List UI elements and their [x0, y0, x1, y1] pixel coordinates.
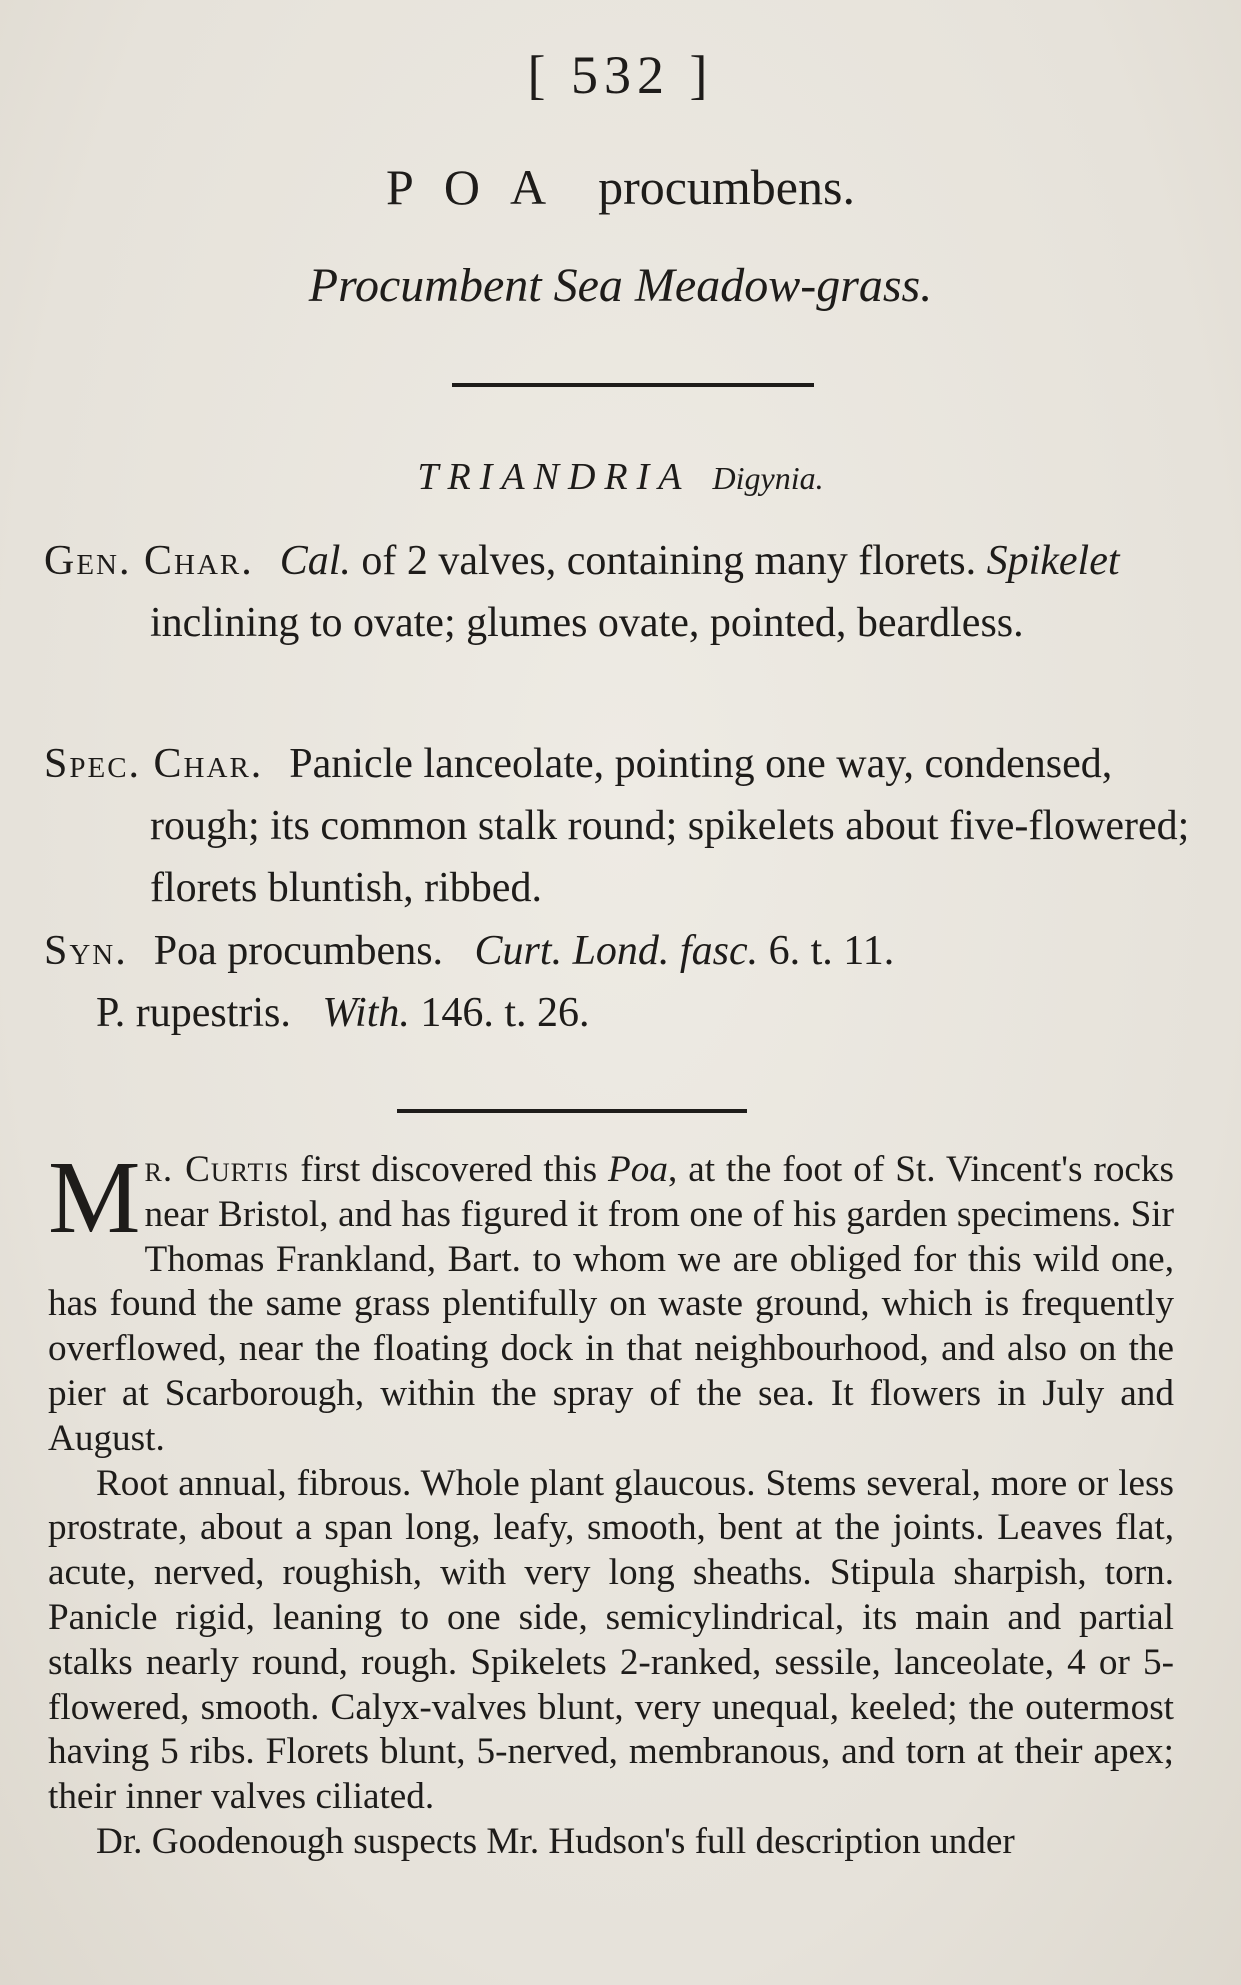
generic-character-lead: Cal.: [279, 538, 351, 584]
generic-character-text-b: inclining to ovate; glumes ovate, pointed, beardless.: [150, 600, 1024, 646]
synonym-2-location: 146. t. 26.: [409, 990, 590, 1036]
specific-character-text: Panicle lanceolate, pointing one way, condensed, rough; its common stalk round; spikelets about five-flowered; florets bluntish, ribbed.: [150, 741, 1190, 911]
class-name: TRIANDRIA: [417, 456, 691, 498]
synonyms: [44, 920, 1194, 982]
opening-words: r. Curtis: [144, 1149, 290, 1190]
paragraph-goodenough: Dr. Goodenough suspects Mr. Hudson's full description under: [96, 1820, 1015, 1862]
synonym-2-reference: With.: [322, 990, 410, 1036]
genus-reference: Poa: [608, 1149, 668, 1190]
synonym-2-name: P. rupestris.: [96, 990, 291, 1036]
species-title: [0, 158, 1241, 216]
description-body: [48, 1140, 1174, 1865]
common-name: Procumbent Sea Meadow-grass.: [308, 259, 933, 312]
synonym-1-location: 6. t. 11.: [758, 928, 895, 974]
page-number: [ 532 ]: [527, 45, 714, 105]
synonyms-label: Syn.: [44, 928, 128, 974]
generic-character-spikelet: Spikelet: [986, 538, 1120, 584]
linnaean-classification: [0, 455, 1241, 499]
synonym-1-name: Poa procumbens.: [153, 928, 444, 974]
specific-character-label: Spec. Char.: [44, 741, 264, 787]
synonym-2: [96, 982, 1241, 1044]
drop-cap: M: [48, 1140, 141, 1255]
generic-character-text-a: of 2 valves, containing many florets.: [350, 538, 987, 584]
paragraph-discovery: [48, 1140, 1174, 1462]
genus-name: POA: [386, 159, 577, 215]
paragraph-discovery-text-b: , at the foot of St. Vincent's rocks near Bristol, and has figured it from one of his garden specimens. Sir Thomas Frankland, Bart. to whom we are obliged for this wild one, has found the same grass plentifully on waste ground, which is frequently overflowed, near the floating dock in that neighbourhood, and also on the pier at Scarborough, within the spray of the sea. It flowers in July and August.: [48, 1149, 1174, 1459]
divider-rule: [397, 1109, 747, 1113]
paragraph-discovery-text-a: first discovered this: [289, 1149, 609, 1190]
paragraph-description: Root annual, fibrous. Whole plant glaucous. Stems several, more or less prostrate, about a span long, leafy, smooth, bent at the joints. Leaves flat, acute, nerved, roughish, with very long sheaths. Stipula sharpish, torn. Panicle rigid, leaning to one side, semicylindrical, its main and partial stalks nearly round, rough. Spikelets 2-ranked, sessile, lanceolate, 4 or 5-flowered, smooth. Calyx-valves blunt, very unequal, keeled; the outermost having 5 ribs. Florets blunt, 5-nerved, membranous, and torn at their apex; their inner valves ciliated.: [48, 1462, 1174, 1818]
generic-character: [44, 530, 1194, 654]
specific-character: [44, 733, 1194, 919]
synonym-1-reference: Curt. Lond. fasc.: [474, 928, 759, 974]
species-epithet: procumbens.: [598, 159, 855, 215]
order-name: Digynia.: [712, 460, 824, 496]
generic-character-label: Gen. Char.: [44, 538, 254, 584]
divider-rule: [452, 383, 814, 387]
